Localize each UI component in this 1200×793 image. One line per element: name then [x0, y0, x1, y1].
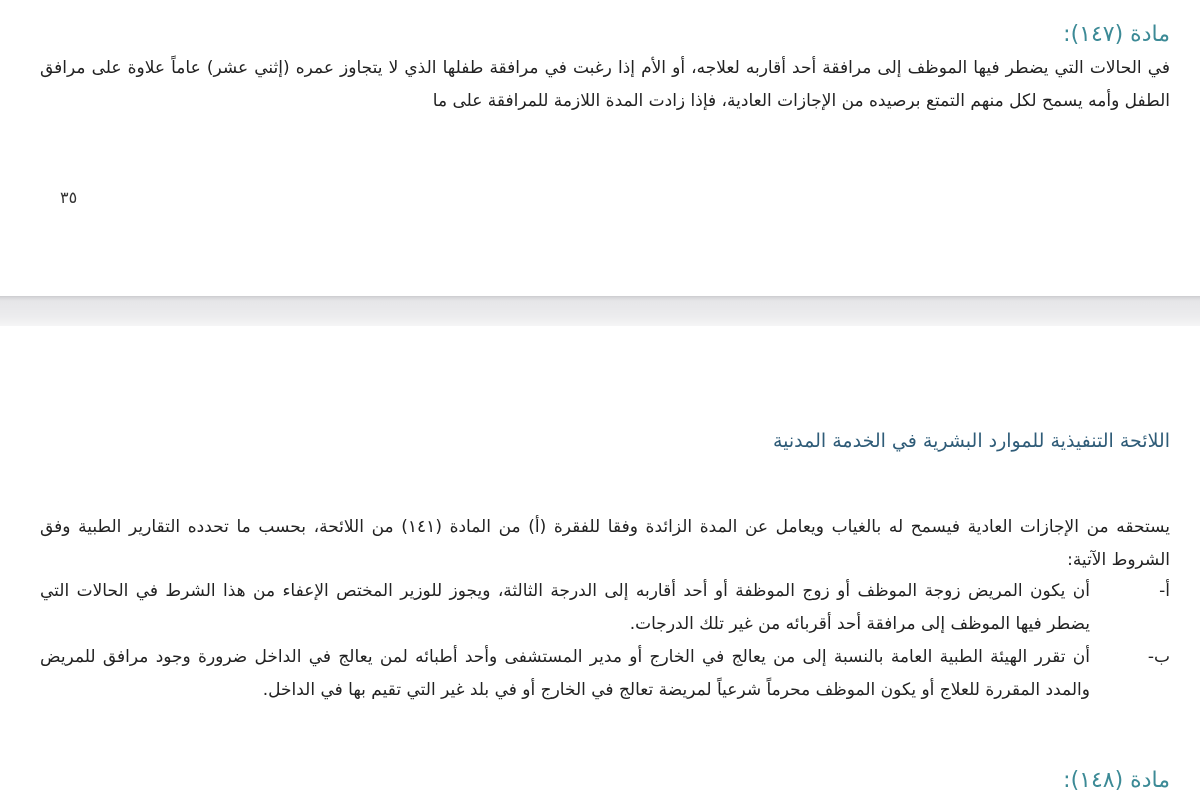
document-page-bottom — [0, 326, 1200, 793]
document-page-top — [0, 0, 1200, 296]
list-item-marker: أ- — [1159, 581, 1170, 601]
list-item-text: أن تقرر الهيئة الطبية العامة بالنسبة إلى من يعالج في الخارج أو مدير المستشفى وأحد أطبائه لمن يعالج في الداخل ضرورة وجود مرافق للمريض والمدد المقررة للعلاج أو يكون الموظف محرماً شرعياً لمريضة تعالج في الخارج أو في بلد غير التي تقيم بها في الداخل. — [40, 647, 1090, 700]
list-item — [40, 575, 1170, 641]
list-item — [40, 641, 1170, 707]
page-header-title: اللائحة التنفيذية للموارد البشرية في الخدمة المدنية — [772, 430, 1170, 452]
list-item-text: أن يكون المريض زوجة الموظف أو زوج الموظفة أو أحد أقاربه إلى الدرجة الثالثة، ويجوز للوزير المختص الإعفاء من هذا الشرط في الحالات التي يضطر فيها الموظف إلى مرافقة أحد أقربائه من غير تلك الدرجات. — [40, 581, 1090, 634]
article-title: مادة (١٤٧): — [1063, 22, 1170, 47]
next-article-title: مادة (١٤٨): — [1063, 768, 1170, 793]
continued-paragraph: يستحقه من الإجازات العادية فيسمح له بالغياب ويعامل عن المدة الزائدة وفقا للفقرة (أ) من المادة (١٤١) من اللائحة، بحسب ما تحدده التقارير الطبية وفق الشروط الآتية: — [40, 517, 1170, 570]
list-item-marker: ب- — [1147, 647, 1170, 667]
page-separator — [0, 296, 1200, 327]
page-number: ٣٥ — [60, 188, 78, 207]
article-paragraph: في الحالات التي يضطر فيها الموظف إلى مرافقة أحد أقاربه لعلاجه، أو الأم إذا رغبت في مرافقة طفلها الذي لا يتجاوز عمره (إثني عشر) عاماً علاوة على مرافق الطفل وأمه يسمح لكل منهم التمتع برصيده من الإجازات العادية، فإذا زادت المدة اللازمة للمرافقة على ما — [40, 58, 1170, 111]
